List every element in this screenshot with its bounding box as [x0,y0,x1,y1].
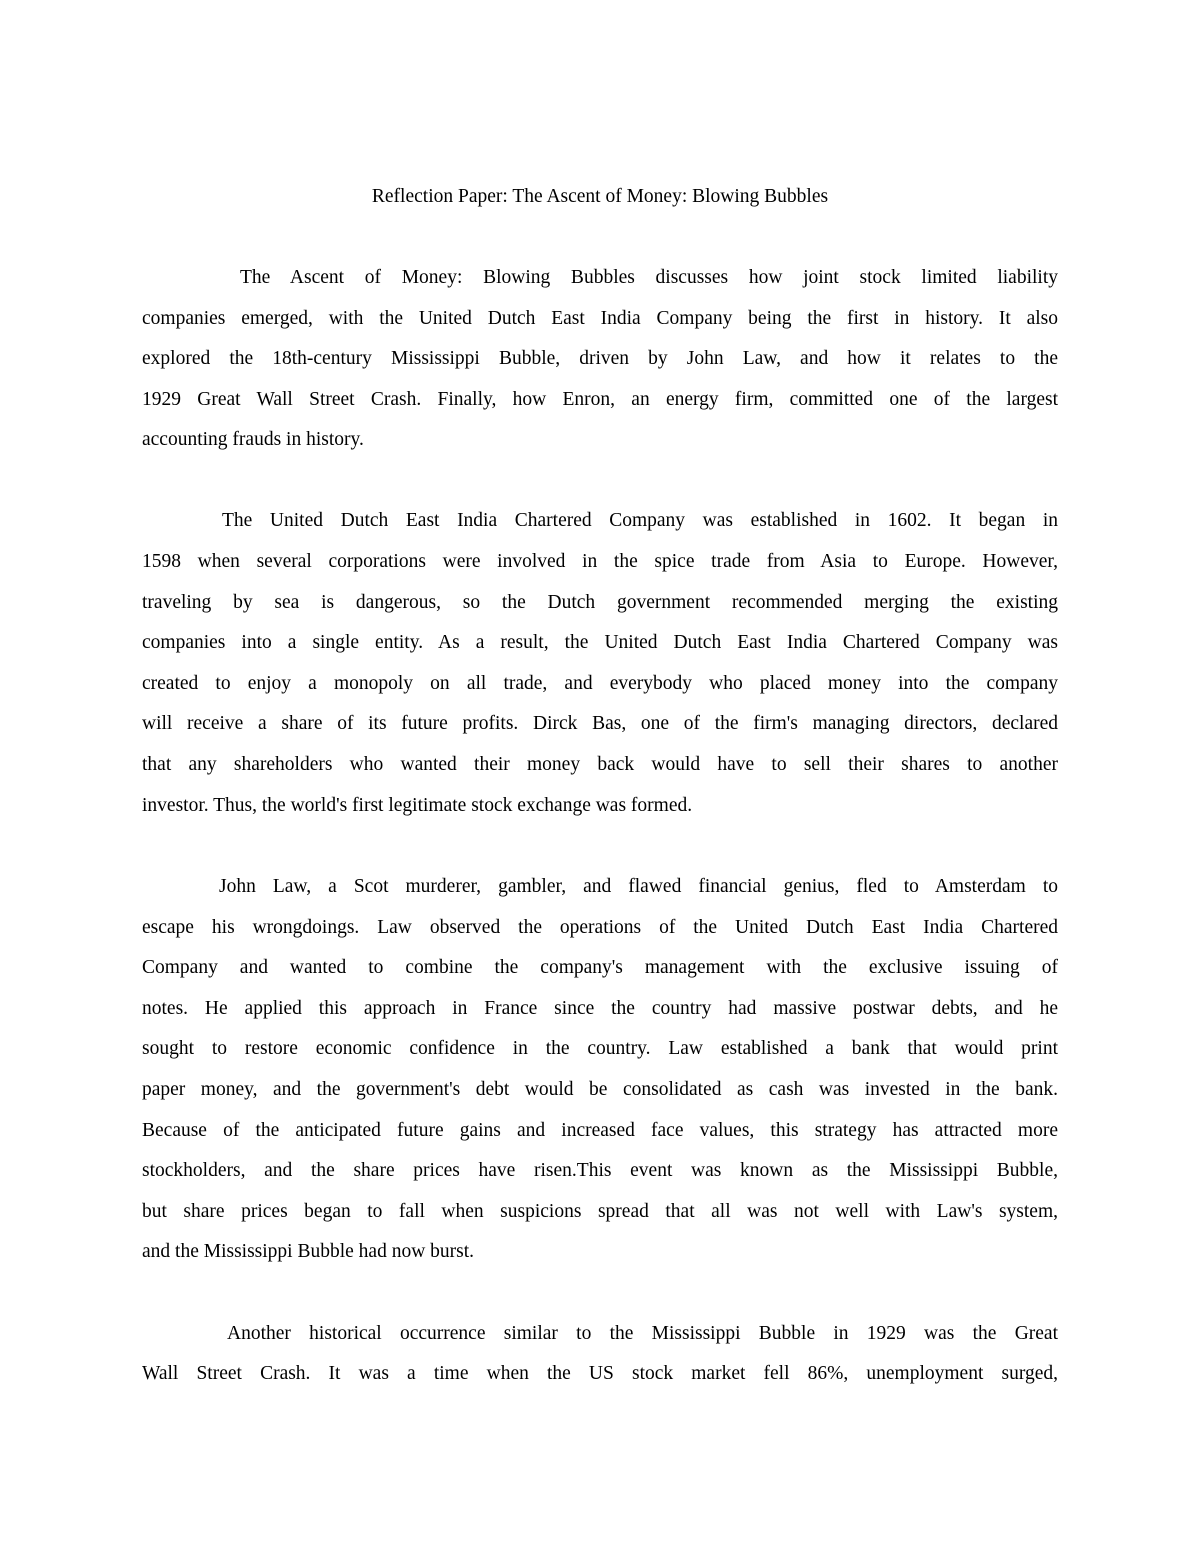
paragraph-line: that any shareholders who wanted their money back would have to sell their shares to another [142,754,1058,775]
paragraph-line: The Ascent of Money: Blowing Bubbles discusses how joint stock limited liability [240,267,1058,288]
paragraph-line: companies into a single entity. As a result, the United Dutch East India Chartered Company was [142,632,1058,653]
paragraph-line: The United Dutch East India Chartered Company was established in 1602. It began in [222,510,1058,531]
paragraph-line: Company and wanted to combine the company's management with the exclusive issuing of [142,957,1058,978]
paragraph-line: investor. Thus, the world's first legitimate stock exchange was formed. [142,795,693,816]
paragraph-line: and the Mississippi Bubble had now burst. [142,1241,475,1262]
paragraph-line: Wall Street Crash. It was a time when the US stock market fell 86%, unemployment surged, [142,1363,1058,1384]
paragraph-line: paper money, and the government's debt would be consolidated as cash was invested in the bank. [142,1079,1058,1100]
paragraph-line: but share prices began to fall when suspicions spread that all was not well with Law's system, [142,1201,1058,1222]
paragraph-line: traveling by sea is dangerous, so the Dutch government recommended merging the existing [142,592,1058,613]
paragraph-line: 1598 when several corporations were involved in the spice trade from Asia to Europe. However, [142,551,1058,572]
paragraph-line: Another historical occurrence similar to the Mississippi Bubble in 1929 was the Great [227,1323,1058,1344]
paragraph-line: escape his wrongdoings. Law observed the operations of the United Dutch East India Chartered [142,917,1058,938]
paragraph-line: Because of the anticipated future gains and increased face values, this strategy has attracted more [142,1120,1058,1141]
paragraph-line: notes. He applied this approach in France since the country had massive postwar debts, and he [142,998,1058,1019]
paragraph-line: John Law, a Scot murderer, gambler, and flawed financial genius, fled to Amsterdam to [219,876,1058,897]
paragraph-line: stockholders, and the share prices have risen.This event was known as the Mississippi Bubble, [142,1160,1058,1181]
paragraph-line: created to enjoy a monopoly on all trade, and everybody who placed money into the company [142,673,1058,694]
page-title: Reflection Paper: The Ascent of Money: Blowing Bubbles [371,186,829,207]
paragraph-line: 1929 Great Wall Street Crash. Finally, how Enron, an energy firm, committed one of the largest [142,389,1058,410]
paragraph-line: accounting frauds in history. [142,429,364,450]
paragraph-line: companies emerged, with the United Dutch East India Company being the first in history. It also [142,308,1058,329]
paragraph-line: will receive a share of its future profits. Dirck Bas, one of the firm's managing directors, declared [142,713,1058,734]
paragraph-line: sought to restore economic confidence in the country. Law established a bank that would print [142,1038,1058,1059]
paragraph-line: explored the 18th-century Mississippi Bubble, driven by John Law, and how it relates to the [142,348,1058,369]
